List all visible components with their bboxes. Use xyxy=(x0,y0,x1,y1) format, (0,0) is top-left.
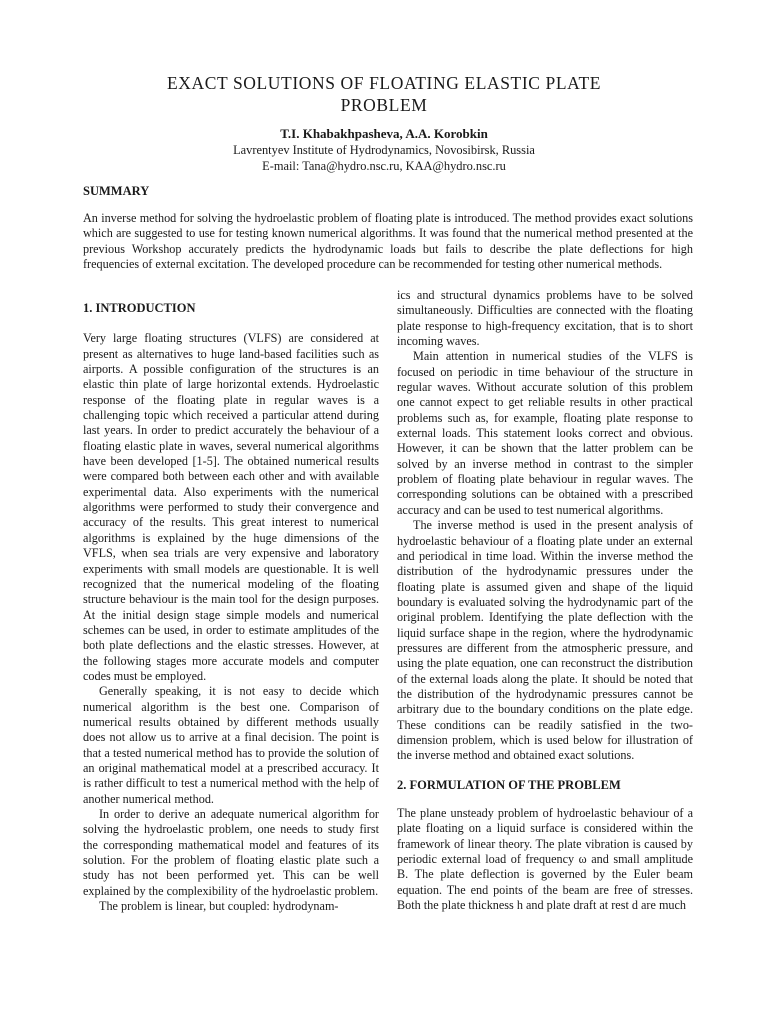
left-column xyxy=(83,288,379,914)
summary-text: An inverse method for solving the hydroelastic problem of floating plate is introduced. The method provides exact solutions which are suggested to use for testing known numerical algorithms. It was found that the numerical method presented at the previous Workshop accurately predicts the hydrodynamic loads but fails to describe the plate deflections for high frequencies of external excitation. The developed procedure can be recommended for testing other numerical methods. xyxy=(83,211,693,272)
intro-paragraph-1: Very large floating structures (VLFS) are considered at present as alternatives to huge land-based facilities such as airports. A possible configuration of the structures is an elastic thin plate of large horizontal extends. Hydroelastic response of the floating plate in regular waves is a challenging topic which received a particular attend during last years. In order to predict accurately the behaviour of a floating elastic plate in waves, several numerical algorithms have been developed [1-5]. The obtained numerical results were compared both between each other and with available experimental data. Also experiments with the numerical algorithms were performed to study their convergence and accuracy of the results. This great interest to numerical algorithms is explained by the huge dimensions of the VFLS, when sea trials are very expensive and laboratory experiments with small models are questionable. It is well recognized that the numerical modeling of the floating structure behaviour is the main tool for the design purposes. At the initial design stage simple models and numerical schemes can be used, in order to estimate amplitudes of the both plate deflections and the elastic stresses. However, at the following stages more accurate models and computer codes must be employed. xyxy=(83,331,379,683)
paper-email: E-mail: Tana@hydro.nsc.ru, KAA@hydro.nsc.ru xyxy=(262,158,506,173)
summary-heading: SUMMARY xyxy=(83,184,150,198)
right-column xyxy=(397,288,693,913)
intro-paragraph-7: The inverse method is used in the present analysis of hydroelastic behaviour of a floating plate under an external and periodical in time load. Within the inverse method the distribution of the hydrodynamic pressures under the floating plate is assumed given and shape of the liquid boundary is evaluated solving the hydrodynamic part of the original problem. Identifying the plate deflection with the liquid surface shape in the region, where the hydrodynamic pressures are different from the atmospheric pressure, and using the plate equation, one can reconstruct the distribution of the external loads along the plate. It should be noted that the distribution of the hydrodynamic pressures cannot be arbitrary due to the boundary conditions on the plate edge. These conditions can be readily satisfied in the two-dimension problem, which is used below for illustration of the inverse method and obtained exact solutions. xyxy=(397,518,693,763)
intro-paragraph-6: Main attention in numerical studies of the VLFS is focused on periodic in time behaviour of the structure in regular waves. Without accurate solution of this problem one cannot expect to get reliable results in other practical problems such as, for example, floating plate response to external loads. This statement looks correct and obvious. However, it can be shown that the latter problem can be solved by an inverse method in contrast to the simpler problem of floating plate behaviour in regular waves. The corresponding solutions can be obtained with a prescribed accuracy and can be used to test numerical algorithms. xyxy=(397,349,693,517)
section-heading-introduction: 1. INTRODUCTION xyxy=(83,301,196,315)
paper-title-line-1: EXACT SOLUTIONS OF FLOATING ELASTIC PLATE xyxy=(166,73,602,93)
formulation-paragraph-1: The plane unsteady problem of hydroelastic behaviour of a plate floating on a liquid surface is considered within the framework of linear theory. The plate vibration is caused by periodic external load of frequency ω and small amplitude B. The plate deflection is governed by the Euler beam equation. The end points of the beam are free of stresses. Both the plate thickness h and plate draft at rest d are much xyxy=(397,806,693,913)
section-heading-formulation: 2. FORMULATION OF THE PROBLEM xyxy=(397,777,621,792)
paper-affiliation-block xyxy=(84,143,684,174)
paper-title-line-2: PROBLEM xyxy=(340,95,428,115)
paper-authors: T.I. Khabakhpasheva, A.A. Korobkin xyxy=(280,126,488,141)
intro-paragraph-2: Generally speaking, it is not easy to decide which numerical algorithm is the best one. Comparison of numerical results obtained by different methods usually does not allow us to arrive at a final decision. The point is that a tested numerical method has to provide the solution of an original mathematical model at a prescribed accuracy. It is rather difficult to test a numerical method with the help of another numerical method. xyxy=(83,684,379,806)
intro-paragraph-4: The problem is linear, but coupled: hydrodynam- xyxy=(99,899,339,914)
intro-paragraph-5: ics and structural dynamics problems have to be solved simultaneously. Difficulties are connected with the floating plate response to high-frequency excitation, that is to short incoming waves. xyxy=(397,288,693,349)
paper-affiliation: Lavrentyev Institute of Hydrodynamics, Novosibirsk, Russia xyxy=(233,143,535,157)
intro-paragraph-3: In order to derive an adequate numerical algorithm for solving the hydroelastic problem, one needs to study first the corresponding mathematical model and features of its solution. For the problem of floating elastic plate such a study has not been performed yet. This can be well explained by the complexibility of the hydroelastic problem. xyxy=(83,807,379,898)
paper-title xyxy=(84,72,684,116)
